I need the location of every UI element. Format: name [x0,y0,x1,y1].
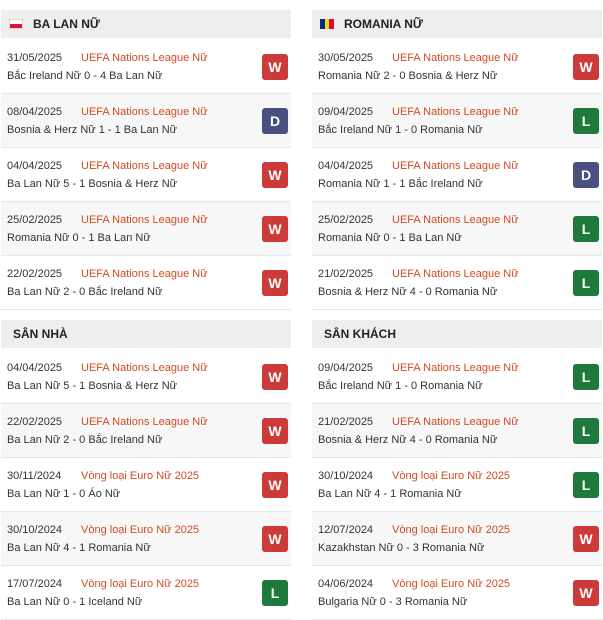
match-row[interactable] [1,566,291,620]
match-score: Ba Lan Nữ 5 - 1 Bosnia & Herz Nữ [7,380,178,392]
league-link[interactable]: UEFA Nations League Nữ [81,106,208,118]
result-badge: W [262,54,288,80]
league-link[interactable]: Vòng loại Euro Nữ 2025 [81,524,200,536]
league-link[interactable]: Vòng loại Euro Nữ 2025 [392,470,511,482]
poland-flag-icon [9,19,23,29]
league-link[interactable]: UEFA Nations League Nữ [392,268,519,280]
match-score: Bắc Ireland Nữ 0 - 4 Ba Lan Nữ [7,70,163,82]
result-badge: L [573,418,599,444]
match-score: Kazakhstan Nữ 0 - 3 Romania Nữ [318,542,485,554]
league-link[interactable]: UEFA Nations League Nữ [392,214,519,226]
league-link[interactable]: UEFA Nations League Nữ [81,160,208,172]
match-score: Bắc Ireland Nữ 1 - 0 Romania Nữ [318,380,483,392]
match-score: Ba Lan Nữ 4 - 1 Romania Nữ [7,542,151,554]
match-date: 09/04/2025 [318,106,374,118]
match-date: 04/04/2025 [318,160,374,172]
match-date: 22/02/2025 [7,268,63,280]
result-badge: W [262,270,288,296]
match-row[interactable] [1,94,291,148]
match-list [312,40,602,310]
match-score: Bắc Ireland Nữ 1 - 0 Romania Nữ [318,124,483,136]
match-row[interactable] [312,404,602,458]
romania-flag-icon [320,19,334,29]
league-link[interactable]: UEFA Nations League Nữ [81,268,208,280]
match-list [312,350,602,620]
match-date: 30/11/2024 [7,470,62,482]
result-badge: W [573,526,599,552]
match-score: Ba Lan Nữ 2 - 0 Bắc Ireland Nữ [7,434,163,446]
result-badge: W [262,364,288,390]
match-date: 25/02/2025 [318,214,374,226]
league-link[interactable]: UEFA Nations League Nữ [392,106,519,118]
match-date: 22/02/2025 [7,416,63,428]
section-header-away [312,320,602,348]
match-date: 30/05/2025 [318,52,374,64]
match-row[interactable] [312,94,602,148]
result-badge: L [573,364,599,390]
league-link[interactable]: Vòng loại Euro Nữ 2025 [81,578,200,590]
match-list [1,350,291,620]
section-title: SÂN KHÁCH [324,327,396,341]
result-badge: L [573,472,599,498]
match-row[interactable] [312,566,602,620]
match-date: 04/04/2025 [7,362,63,374]
match-score: Ba Lan Nữ 2 - 0 Bắc Ireland Nữ [7,286,163,298]
league-link[interactable]: Vòng loại Euro Nữ 2025 [392,578,511,590]
match-score: Ba Lan Nữ 5 - 1 Bosnia & Herz Nữ [7,178,178,190]
match-date: 04/04/2025 [7,160,63,172]
match-date: 17/07/2024 [7,578,63,590]
match-score: Romania Nữ 1 - 1 Bắc Ireland Nữ [318,178,483,190]
result-badge: L [573,216,599,242]
match-score: Bulgaria Nữ 0 - 3 Romania Nữ [318,596,468,608]
section-title: ROMANIA NỮ [344,17,423,31]
league-link[interactable]: UEFA Nations League Nữ [81,214,208,226]
match-date: 30/10/2024 [318,470,374,482]
league-link[interactable]: UEFA Nations League Nữ [392,416,519,428]
result-badge: W [262,216,288,242]
match-date: 09/04/2025 [318,362,374,374]
league-link[interactable]: UEFA Nations League Nữ [392,362,519,374]
match-row[interactable] [1,350,291,404]
match-row[interactable] [1,256,291,310]
result-badge: W [262,472,288,498]
match-row[interactable] [1,458,291,512]
result-badge: W [262,162,288,188]
match-row[interactable] [312,40,602,94]
result-badge: D [573,162,599,188]
match-score: Bosnia & Herz Nữ 4 - 0 Romania Nữ [318,286,498,298]
match-row[interactable] [1,512,291,566]
league-link[interactable]: UEFA Nations League Nữ [392,160,519,172]
match-date: 08/04/2025 [7,106,63,118]
result-badge: L [573,270,599,296]
league-link[interactable]: UEFA Nations League Nữ [81,362,208,374]
league-link[interactable]: Vòng loại Euro Nữ 2025 [392,524,511,536]
match-date: 04/06/2024 [318,578,374,590]
match-row[interactable] [312,458,602,512]
match-date: 21/02/2025 [318,416,374,428]
result-badge: W [262,526,288,552]
league-link[interactable]: UEFA Nations League Nữ [81,416,208,428]
match-date: 25/02/2025 [7,214,63,226]
match-row[interactable] [1,202,291,256]
match-score: Bosnia & Herz Nữ 4 - 0 Romania Nữ [318,434,498,446]
league-link[interactable]: UEFA Nations League Nữ [81,52,208,64]
match-date: 21/02/2025 [318,268,374,280]
match-row[interactable] [312,202,602,256]
section-title: BA LAN NỮ [33,17,100,31]
match-list [1,40,291,310]
result-badge: W [262,418,288,444]
match-row[interactable] [1,40,291,94]
match-date: 31/05/2025 [7,52,63,64]
match-score: Romania Nữ 0 - 1 Ba Lan Nữ [318,232,462,244]
match-score: Romania Nữ 0 - 1 Ba Lan Nữ [7,232,151,244]
match-row[interactable] [312,148,602,202]
section-header-home [1,320,291,348]
league-link[interactable]: Vòng loại Euro Nữ 2025 [81,470,200,482]
match-row[interactable] [312,512,602,566]
match-date: 30/10/2024 [7,524,63,536]
left-column [1,10,291,620]
match-score: Ba Lan Nữ 4 - 1 Romania Nữ [318,488,462,500]
result-badge: L [573,108,599,134]
match-row[interactable] [312,256,602,310]
section-title: SÂN NHÀ [13,327,68,341]
section-header-romania [312,10,602,38]
match-score: Ba Lan Nữ 1 - 0 Áo Nữ [7,488,121,500]
match-row[interactable] [1,148,291,202]
match-row[interactable] [312,350,602,404]
section-header-poland [1,10,291,38]
match-date: 12/07/2024 [318,524,374,536]
result-badge: W [573,54,599,80]
result-badge: D [262,108,288,134]
match-score: Romania Nữ 2 - 0 Bosnia & Herz Nữ [318,70,498,82]
match-score: Ba Lan Nữ 0 - 1 Iceland Nữ [7,596,143,608]
result-badge: W [573,580,599,606]
right-column [312,10,602,620]
match-row[interactable] [1,404,291,458]
result-badge: L [262,580,288,606]
match-score: Bosnia & Herz Nữ 1 - 1 Ba Lan Nữ [7,124,178,136]
league-link[interactable]: UEFA Nations League Nữ [392,52,519,64]
